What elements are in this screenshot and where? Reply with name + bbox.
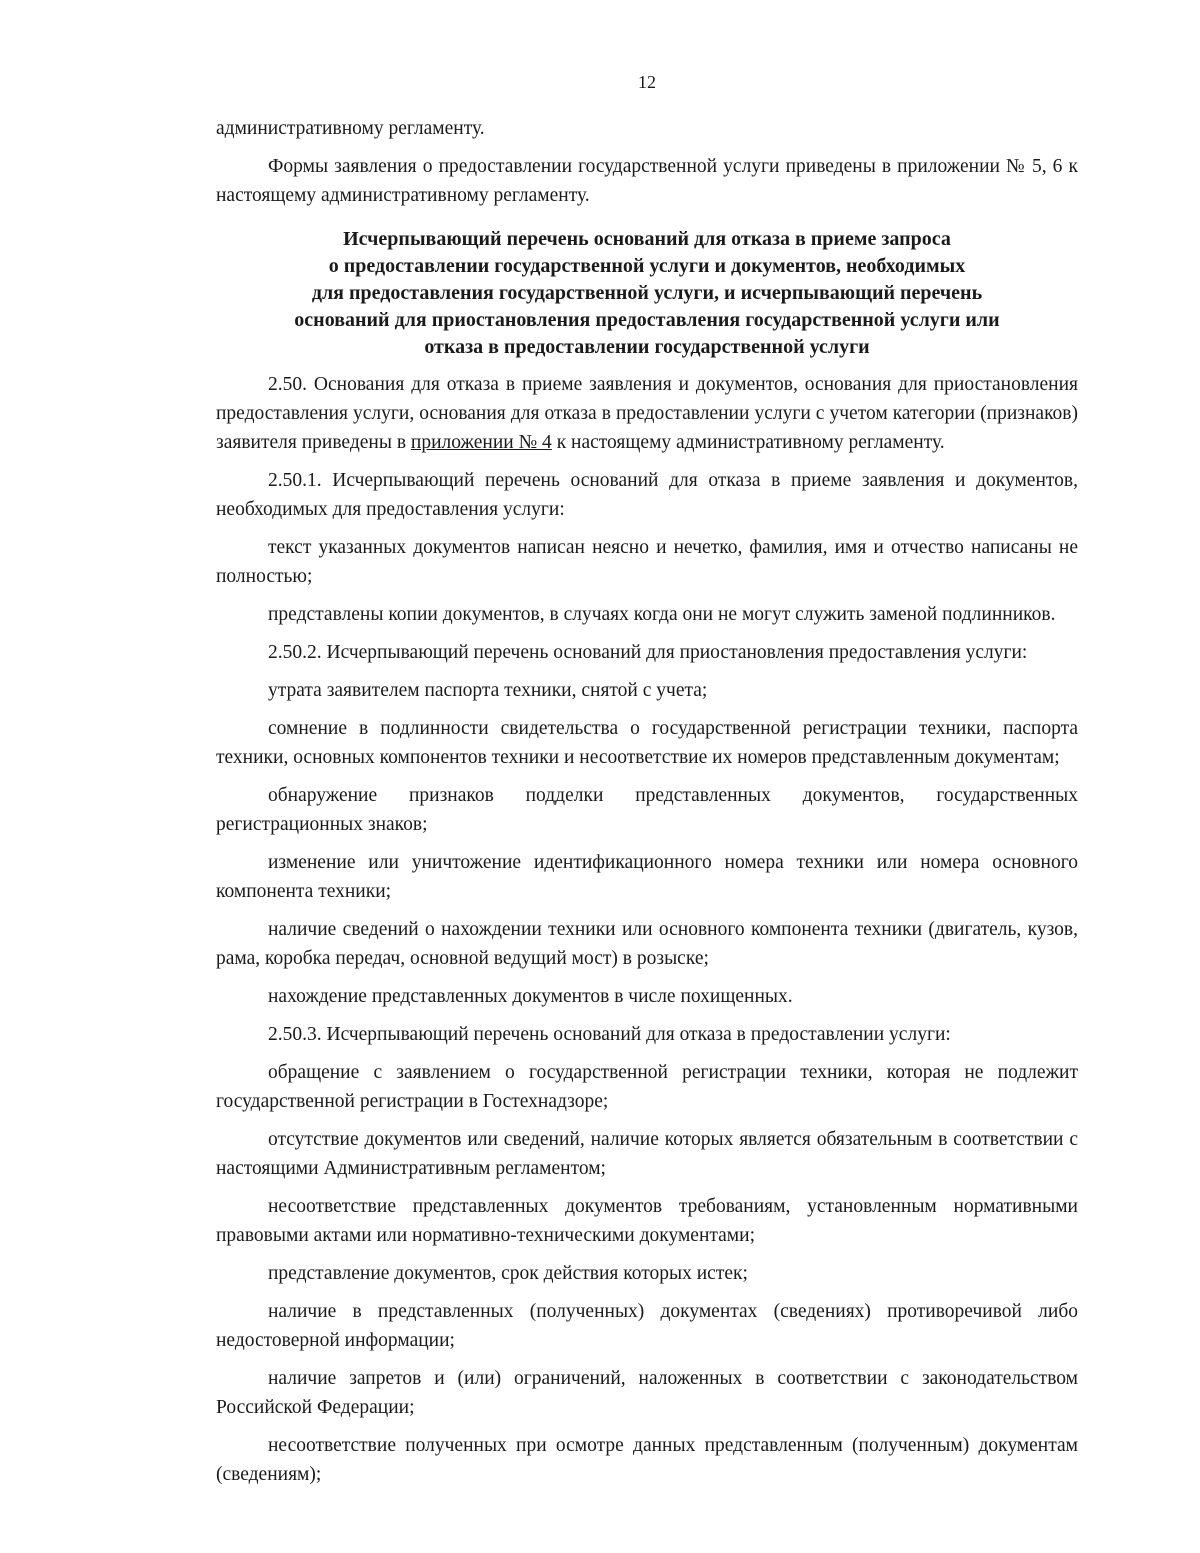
list-item: сомнение в подлинности свидетельства о государственной регистрации техники, паспорта техники, основных компонентов техники и несоответствие их номеров представленным документам; [216,718,1078,768]
list-item: утрата заявителем паспорта техники, снятой с учета; [268,680,708,701]
clause-2-50-text: 2.50. Основания для отказа в приеме заявления и документов, основания для приостановления предоставления услуги, основания для отказа в предоставлении услуги с учетом категории (признаков) заявителя приведены в [216,374,1078,453]
list-item: представление документов, срок действия которых истек; [268,1263,748,1284]
list-item: наличие сведений о нахождении техники или основного компонента техники (двигатель, кузов, рама, коробка передач, основной ведущий мост) в розыске; [216,919,1078,969]
intro-continuation: административному регламенту. [216,118,485,139]
clause-2-50 [216,370,1078,457]
clause-2-50-2-title: 2.50.2. Исчерпывающий перечень оснований для приостановления предоставления услуги: [268,642,1028,663]
list-item: наличие запретов и (или) ограничений, наложенных в соответствии с законодательством Российской Федерации; [216,1368,1078,1418]
list-item: несоответствие полученных при осмотре данных представленным (полученным) документам (сведениям); [216,1435,1078,1485]
heading-line: Исчерпывающий перечень оснований для отказа в приеме запроса [343,228,951,250]
list-item: наличие в представленных (полученных) документах (сведениях) противоречивой либо недостоверной информации; [216,1301,1078,1351]
section-heading [216,226,1078,361]
list-item: представлены копии документов, в случаях когда они не могут служить заменой подлинников. [268,604,1056,625]
heading-line: отказа в предоставлении государственной услуги [424,336,870,358]
page-number: 12 [638,72,656,92]
list-item: обращение с заявлением о государственной регистрации техники, которая не подлежит государственной регистрации в Гостехнадзоре; [216,1062,1078,1112]
heading-line: для предоставления государственной услуги, и исчерпывающий перечень [311,282,983,304]
document-body [216,114,1078,1489]
heading-line: оснований для приостановления предоставления государственной услуги или [294,309,1000,331]
list-item: изменение или уничтожение идентификационного номера техники или номера основного компонента техники; [216,852,1078,902]
clause-2-50-1-title: 2.50.1. Исчерпывающий перечень оснований для отказа в приеме заявления и документов, необходимых для предоставления услуги: [216,470,1078,520]
heading-line: о предоставлении государственной услуги и документов, необходимых [328,255,966,277]
list-item: отсутствие документов или сведений, наличие которых является обязательным в соответствии с настоящими Административным регламентом; [216,1129,1078,1179]
list-item: текст указанных документов написан неясно и нечетко, фамилия, имя и отчество написаны не полностью; [216,537,1078,587]
list-item: нахождение представленных документов в числе похищенных. [268,986,793,1007]
appendix-4-link[interactable]: приложении № 4 [410,432,552,453]
clause-2-50-text-end: к настоящему административному регламенту. [551,432,945,453]
forms-paragraph: Формы заявления о предоставлении государственной услуги приведены в приложении № 5, 6 к настоящему административному регламенту. [216,156,1078,206]
clause-2-50-3-title: 2.50.3. Исчерпывающий перечень оснований для отказа в предоставлении услуги: [268,1024,951,1045]
list-item: несоответствие представленных документов требованиям, установленным нормативными правовыми актами или нормативно-техническими документами; [216,1196,1078,1246]
list-item: обнаружение признаков подделки представленных документов, государственных регистрационных знаков; [216,785,1078,835]
